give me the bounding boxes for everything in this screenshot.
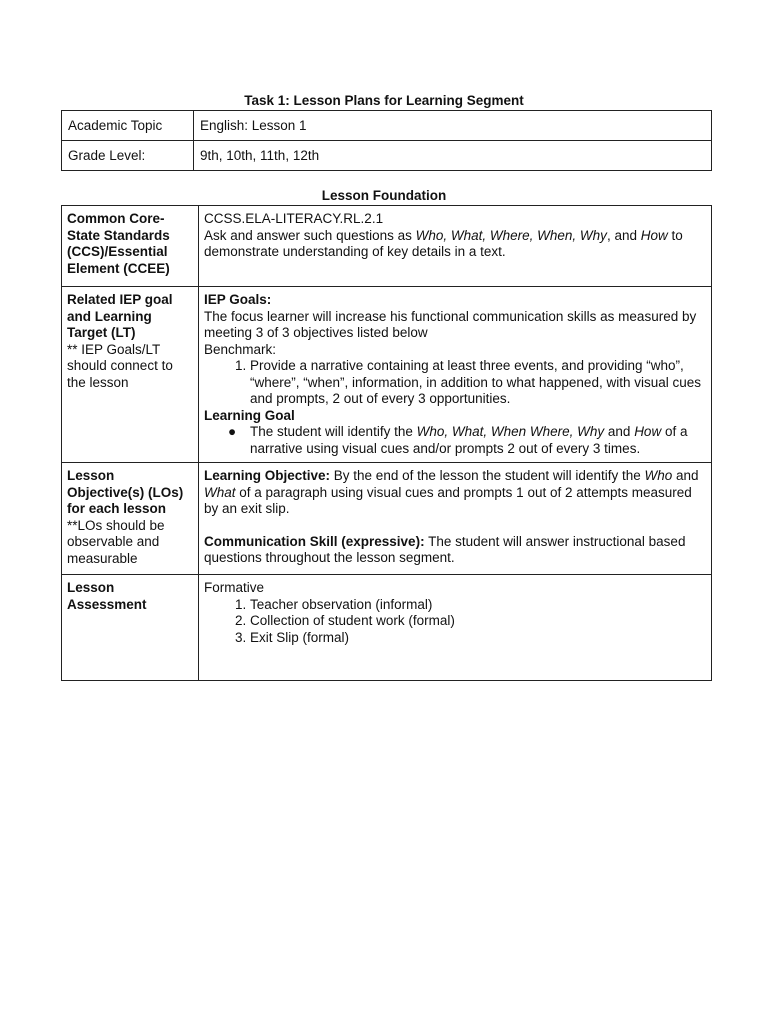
iep-goals-heading: IEP Goals: [204,292,272,307]
standards-text: Ask and answer such questions as Who, What, Where, When, Why, and How to demonstrate understanding of key details in a text. [204,227,683,259]
assessment-list [204,597,706,647]
grade-level-label: Grade Level: [62,141,194,171]
learning-objective: Learning Objective: By the end of the lesson the student will identify the Who and What of a paragraph using visual cues and prompts 1 out of 2 attempts measured by an exit slip. [204,468,699,516]
objectives-label-title: Lesson Objective(s) (LOs) for each lesson [67,468,184,516]
list-item: 1. Teacher observation (informal) [250,597,706,614]
iep-cell [199,287,712,463]
lesson-foundation-table [61,205,712,681]
assessment-cell [199,575,712,681]
benchmark-list [204,358,706,408]
grade-level-value: 9th, 10th, 11th, 12th [194,141,712,171]
info-table [61,110,712,171]
communication-skill: Communication Skill (expressive): The student will answer instructional based questions throughout the lesson segment. [204,533,686,565]
learning-goal-list [204,424,706,457]
standards-cell [199,206,712,287]
list-item: 2. Collection of student work (formal) [250,613,706,630]
iep-label-title: Related IEP goal and Learning Target (LT) [67,292,173,340]
list-item: 3. Exit Slip (formal) [250,630,706,647]
objectives-label-note: **LOs should be observable and measurable [67,517,165,566]
iep-label-note: ** IEP Goals/LT should connect to the lesson [67,341,173,390]
document-title: Task 1: Lesson Plans for Learning Segment [244,93,524,108]
list-item: ● The student will identify the Who, What, When Where, Why and How of a narrative using visual cues and/or prompts 2 out of every 3 times. [228,424,688,456]
learning-goal-heading: Learning Goal [204,407,295,423]
objectives-cell [199,463,712,575]
table-row [62,575,712,681]
bullet-icon: ● [228,424,237,439]
objectives-label [62,463,199,575]
assessment-label: Lesson Assessment [62,575,199,681]
list-item: 1. Provide a narrative containing at least three events, and providing “who”, “where”, “when”, information, in addition to what happened, with visual cues and prompts, 2 out of every 3 opportunities. [250,358,706,408]
table-row [62,463,712,575]
academic-topic-label: Academic Topic [62,111,194,141]
table-row [62,111,712,141]
assessment-type: Formative [204,580,265,595]
benchmark-label: Benchmark: [204,341,277,357]
table-row [62,206,712,287]
standards-code: CCSS.ELA-LITERACY.RL.2.1 [204,211,384,226]
iep-goals-text: The focus learner will increase his functional communication skills as measured by meeting 3 of 3 objectives listed below [204,308,697,340]
table-row [62,141,712,171]
standards-label: Common Core-State Standards (CCS)/Essential Element (CCEE) [62,206,199,287]
academic-topic-value: English: Lesson 1 [194,111,712,141]
section-heading: Lesson Foundation [321,188,447,203]
iep-label [62,287,199,463]
table-row [62,287,712,463]
